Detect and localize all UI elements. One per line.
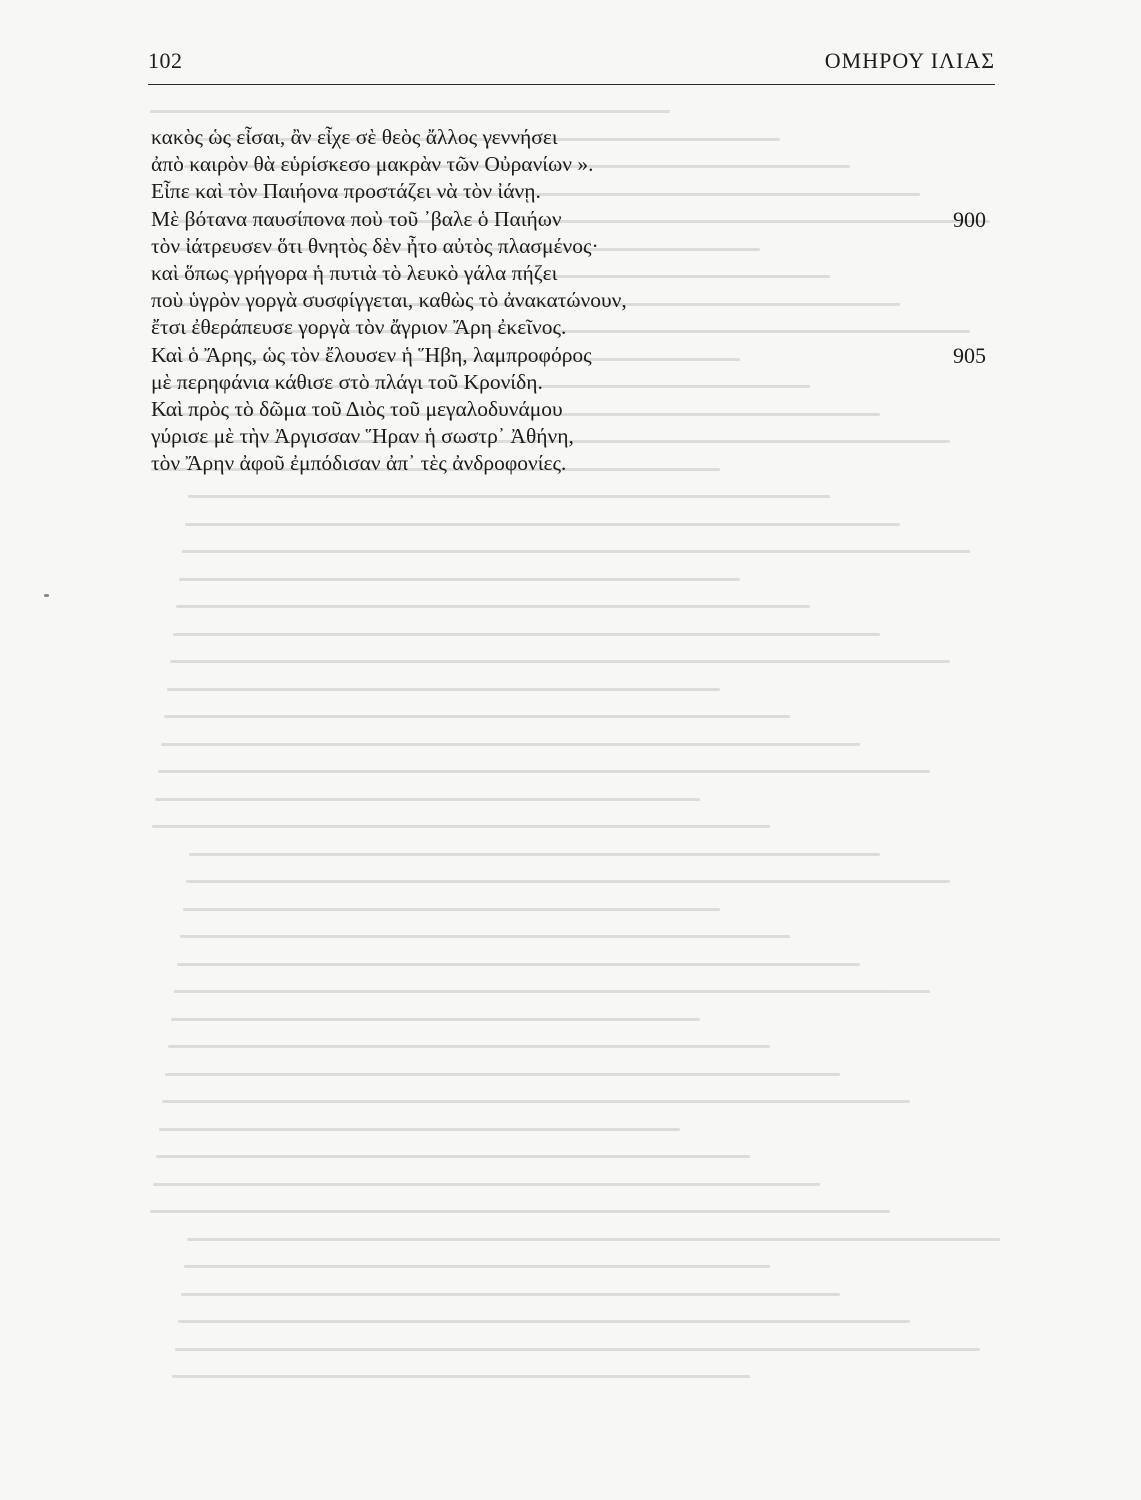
bleed-line (171, 1018, 700, 1021)
verse-text: Εἶπε καὶ τὸν Παιήονα προστάζει νὰ τὸν ἰάνῃ. (151, 179, 541, 204)
bleed-line (174, 990, 930, 993)
margin-speck (44, 594, 49, 597)
verse-text: τὸν Ἄρην ἀφοῦ ἐμπόδισαν ἀπ᾿ τὲς ἀνδροφονίες. (151, 451, 567, 476)
verse-text: γύρισε μὲ τὴν Ἀργισσαν Ἥραν ἡ σωστρ᾿ Ἀθήνη, (151, 424, 574, 449)
bleed-line (161, 743, 860, 746)
bleed-line (164, 715, 790, 718)
verse-number: 900 (953, 206, 986, 232)
bleed-line (152, 825, 770, 828)
verse-line (151, 450, 996, 477)
verse-line (151, 342, 996, 369)
verse-text: ποὺ ὑγρὸν γοργὰ συσφίγγεται, καθὼς τὸ ἀνακατώνουν, (151, 288, 627, 313)
page-header (148, 44, 995, 84)
bleed-line (179, 578, 740, 581)
bleed-line (185, 523, 900, 526)
verse-text: κακὸς ὡς εἶσαι, ἂν εἶχε σὲ θεὸς ἄλλος γεννήσει (151, 125, 558, 149)
verse-line (151, 124, 996, 151)
bleed-line (184, 1265, 770, 1268)
verse-line (151, 151, 996, 178)
bleed-line (167, 688, 720, 691)
verse-text: καὶ ὅπως γρήγορα ἡ πυτιὰ τὸ λευκὸ γάλα πήζει (151, 260, 558, 285)
verse-line (151, 369, 996, 396)
verse-text: τὸν ἰάτρευσεν ὅτι θνητὸς δὲν ἦτο αὐτὸς πλασμένος· (151, 233, 599, 258)
bleed-line (162, 1100, 910, 1103)
bleed-line (177, 963, 860, 966)
verse-line (151, 423, 996, 450)
page-number: 102 (148, 48, 183, 73)
verse-line (151, 233, 996, 260)
bleed-line (188, 495, 830, 498)
bleed-line (158, 770, 930, 773)
bleed-line (180, 935, 790, 938)
bleed-line (159, 1128, 680, 1131)
bleed-line (182, 550, 970, 553)
bleed-line (183, 908, 720, 911)
bleed-line (155, 798, 700, 801)
bleed-line (181, 1293, 840, 1296)
verse-number: 905 (953, 342, 986, 368)
bleed-line (156, 1155, 750, 1158)
verse-text: μὲ περηφάνια κάθισε στὸ πλάγι τοῦ Κρονίδη. (151, 369, 543, 394)
bleed-line (187, 1238, 1000, 1241)
bleed-line (173, 633, 880, 636)
verse-line (151, 178, 996, 205)
verse-text: Μὲ βότανα παυσίπονα ποὺ τοῦ ᾿βαλε ὁ Παιήων (151, 206, 562, 231)
verse-text: Καὶ ὁ Ἄρης, ὡς τὸν ἔλουσεν ἡ Ἥβη, λαμπροφόρος (151, 342, 592, 367)
verse-line (151, 260, 996, 287)
header-rule (148, 84, 995, 85)
verse-text: ἔτσι ἐθεράπευσε γοργὰ τὸν ἄγριον Ἄρη ἐκεῖνος. (151, 315, 567, 340)
bleed-line (150, 1210, 890, 1213)
verse-text: Καὶ πρὸς τὸ δῶμα τοῦ Διὸς τοῦ μεγαλοδυνάμου (151, 396, 563, 421)
verse-line (151, 287, 996, 314)
poem-text (151, 124, 996, 477)
bleed-line (170, 660, 950, 663)
bleed-line (153, 1183, 820, 1186)
bleed-line (176, 605, 810, 608)
bleed-line (165, 1073, 840, 1076)
bleed-line (189, 853, 880, 856)
bleed-line (168, 1045, 770, 1048)
bleed-line (178, 1320, 910, 1323)
verse-line (151, 396, 996, 423)
bleed-line (150, 110, 670, 113)
bleed-line (175, 1348, 980, 1351)
verse-text: ἀπὸ καιρὸν θὰ εὑρίσκεσο μακρὰν τῶν Οὐρανίων ». (151, 152, 594, 177)
bleed-line (186, 880, 950, 883)
running-title: ΟΜΗΡΟΥ ΙΛΙΑΣ (824, 48, 995, 73)
verse-line (151, 314, 996, 341)
verse-line (151, 206, 996, 233)
bleed-line (172, 1375, 750, 1378)
